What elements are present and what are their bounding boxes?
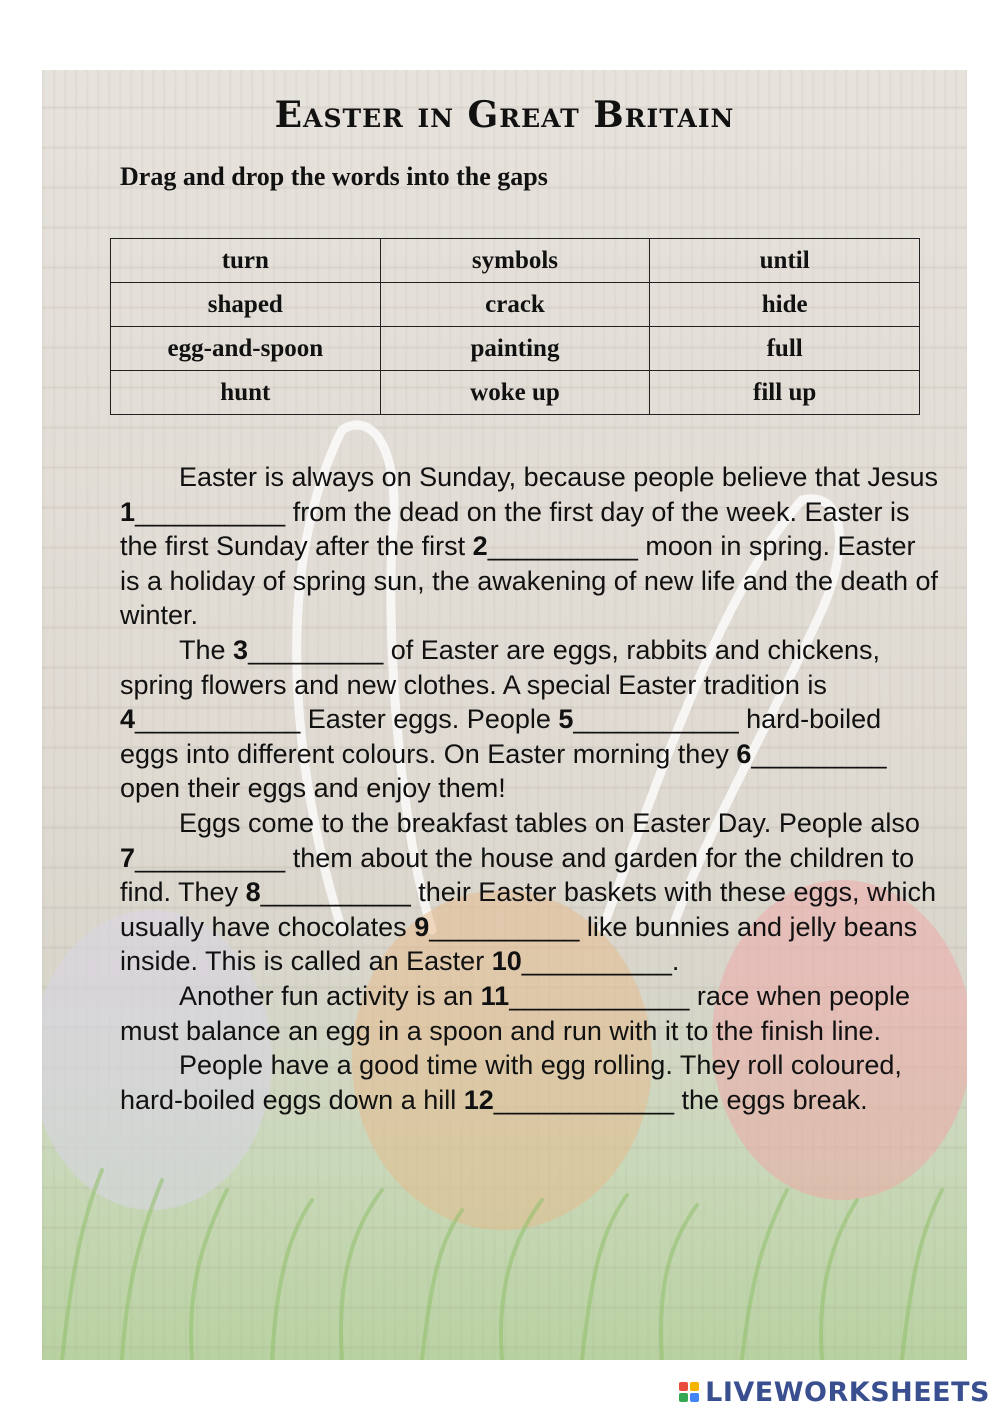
passage-text: Eggs come to the breakfast tables on Easter Day. People also bbox=[179, 807, 920, 838]
paragraph-5 bbox=[120, 1048, 940, 1117]
paragraph-4 bbox=[120, 979, 940, 1048]
gap-number-11: 11 bbox=[480, 980, 510, 1011]
word-bank-item[interactable]: until bbox=[650, 239, 920, 283]
liveworksheets-logo-icon bbox=[679, 1382, 699, 1402]
gap-number-1: 1 bbox=[120, 496, 136, 527]
word-bank-item[interactable]: full bbox=[650, 327, 920, 371]
word-bank-item[interactable]: hunt bbox=[111, 371, 381, 415]
word-bank-item[interactable]: symbols bbox=[380, 239, 650, 283]
word-bank-table bbox=[110, 238, 920, 415]
gap-5-drop-zone[interactable]: ___________ bbox=[573, 704, 739, 735]
gap-2-drop-zone[interactable]: __________ bbox=[487, 531, 638, 562]
word-bank-row bbox=[111, 239, 920, 283]
passage-text: like bunnies and jelly beans inside. This is called an Easter bbox=[120, 911, 918, 977]
reading-passage bbox=[120, 460, 940, 1117]
passage-text: race when people must balance an egg in a spoon and run with it to the finish line. bbox=[120, 980, 911, 1046]
gap-10-drop-zone[interactable]: __________ bbox=[521, 946, 672, 977]
passage-text: from the dead on the first day of the week. Easter is the first Sunday after the first bbox=[120, 496, 910, 562]
passage-text: hard-boiled eggs into different colours. On Easter morning they bbox=[120, 704, 882, 769]
passage-text: Easter is always on Sunday, because people believe that Jesus bbox=[179, 462, 938, 492]
word-bank-item[interactable]: painting bbox=[380, 327, 650, 371]
gap-7-drop-zone[interactable]: __________ bbox=[135, 842, 286, 873]
word-bank-row bbox=[111, 371, 920, 415]
gap-number-3: 3 bbox=[233, 634, 249, 665]
instruction-text: Drag and drop the words into the gaps bbox=[120, 162, 548, 191]
worksheet-title: Easter in Great Britain bbox=[274, 94, 735, 136]
word-bank-item[interactable]: turn bbox=[111, 239, 381, 283]
word-bank-row bbox=[111, 283, 920, 327]
gap-12-drop-zone[interactable]: ____________ bbox=[493, 1084, 674, 1115]
gap-6-drop-zone[interactable]: _________ bbox=[751, 738, 887, 769]
passage-text: Another fun activity is an bbox=[179, 980, 481, 1011]
word-bank-item[interactable]: fill up bbox=[650, 371, 920, 415]
gap-4-drop-zone[interactable]: ___________ bbox=[135, 704, 301, 735]
gap-number-12: 12 bbox=[463, 1084, 494, 1115]
paragraph-2 bbox=[120, 633, 940, 806]
gap-3-drop-zone[interactable]: _________ bbox=[248, 634, 384, 665]
liveworksheets-brand-text: LIVEWORKSHEETS bbox=[705, 1376, 990, 1408]
gap-11-drop-zone[interactable]: ____________ bbox=[509, 980, 690, 1011]
passage-text: open their eggs and enjoy them! bbox=[120, 773, 506, 804]
paragraph-1 bbox=[120, 460, 940, 633]
passage-text: Easter eggs. People bbox=[300, 704, 559, 735]
gap-number-10: 10 bbox=[491, 946, 522, 977]
passage-text: the eggs break. bbox=[673, 1084, 868, 1115]
word-bank-item[interactable]: egg-and-spoon bbox=[111, 327, 381, 371]
word-bank-item[interactable]: woke up bbox=[380, 371, 650, 415]
gap-number-4: 4 bbox=[120, 704, 136, 735]
gap-number-5: 5 bbox=[558, 704, 574, 735]
passage-text: The bbox=[179, 634, 234, 665]
paragraph-3 bbox=[120, 806, 940, 979]
gap-number-2: 2 bbox=[472, 531, 488, 562]
gap-number-9: 9 bbox=[414, 911, 430, 942]
gap-9-drop-zone[interactable]: __________ bbox=[429, 911, 580, 942]
gap-number-8: 8 bbox=[245, 877, 261, 908]
gap-number-7: 7 bbox=[120, 842, 136, 873]
passage-text: of Easter are eggs, rabbits and chickens, spring flowers and new clothes. A special Easter tradition is bbox=[120, 634, 880, 700]
passage-text: . bbox=[671, 946, 680, 977]
gap-1-drop-zone[interactable]: __________ bbox=[135, 496, 286, 527]
word-bank-row bbox=[111, 327, 920, 371]
word-bank-item[interactable]: shaped bbox=[111, 283, 381, 327]
passage-text: moon in spring. Easter is a holiday of spring sun, the awakening of new life and the death of winter. bbox=[120, 531, 939, 631]
passage-text: People have a good time with egg rolling. They roll coloured, hard-boiled eggs down a hill bbox=[120, 1050, 902, 1115]
passage-text: their Easter baskets with these eggs, which usually have chocolates bbox=[120, 877, 937, 942]
word-bank-item[interactable]: hide bbox=[650, 283, 920, 327]
gap-number-6: 6 bbox=[736, 738, 752, 769]
worksheet-page bbox=[42, 70, 967, 1360]
liveworksheets-logo[interactable] bbox=[679, 1374, 990, 1410]
gap-8-drop-zone[interactable]: __________ bbox=[260, 877, 411, 908]
word-bank-item[interactable]: crack bbox=[380, 283, 650, 327]
passage-text: them about the house and garden for the children to find. They bbox=[120, 842, 915, 908]
